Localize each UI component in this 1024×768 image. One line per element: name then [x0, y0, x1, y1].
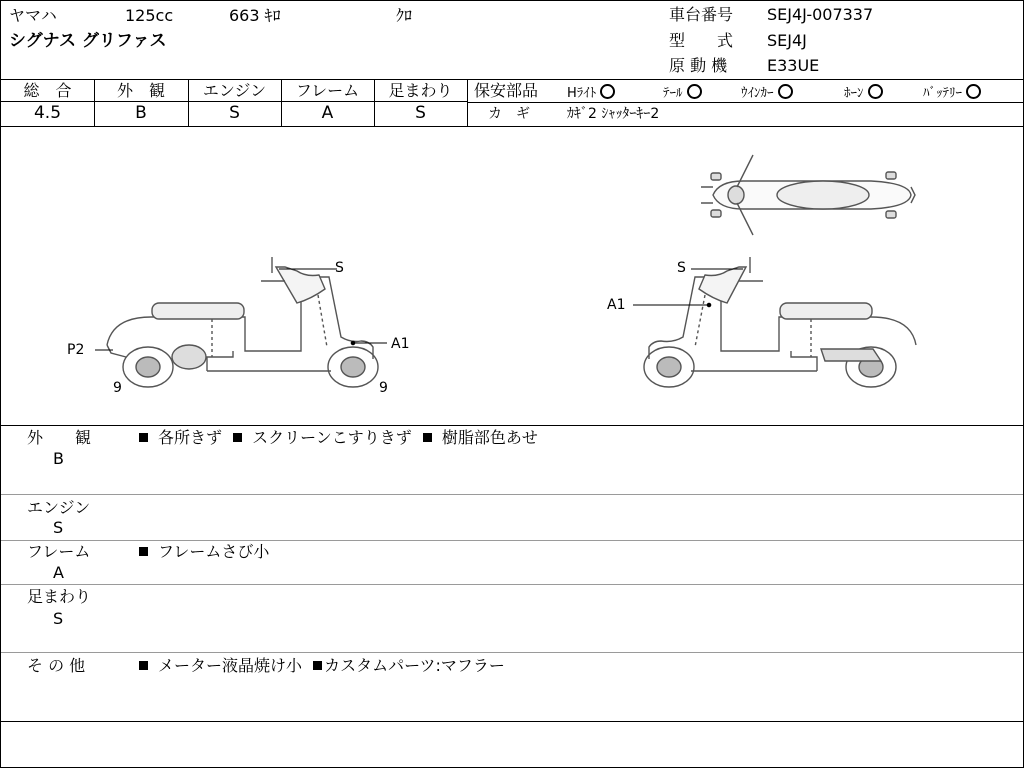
diagram-label: 9 — [379, 380, 388, 396]
scooter-diagram — [1, 127, 1023, 425]
safety-row-mid — [467, 102, 1023, 103]
ok-circle-icon — [687, 84, 702, 99]
model-name: シグナス グリファス — [9, 31, 167, 51]
grade-exterior: B — [135, 103, 147, 123]
note-text-other: メーター液晶焼け小 カスタムパーツ:マフラー — [139, 658, 505, 674]
model-label: 型 式 — [669, 31, 734, 50]
bullet-square-icon — [233, 433, 242, 442]
bullet-square-icon — [423, 433, 432, 442]
model-code: SEJ4J — [767, 31, 807, 50]
diagram-label: P2 — [67, 342, 85, 358]
bullet-square-icon — [313, 661, 322, 670]
diagram-label: S — [677, 260, 686, 276]
grade-frame: A — [321, 103, 334, 123]
scooter-right-side-view — [633, 257, 916, 387]
displacement: 125cc — [125, 6, 174, 25]
grade-row-top — [1, 79, 1023, 80]
color: ｸﾛ — [396, 6, 413, 25]
note-label-engine: エンジン — [27, 498, 91, 517]
grade-suspension: S — [415, 103, 426, 123]
safety-item: ｳｲﾝｶｰ — [741, 84, 793, 100]
scooter-top-view — [701, 155, 915, 235]
safety-item: ﾃｰﾙ — [663, 84, 702, 100]
seat — [152, 303, 244, 319]
key-label: カ ギ — [488, 106, 530, 122]
mileage: 663 ｷﾛ — [229, 6, 281, 25]
ok-circle-icon — [868, 84, 883, 99]
muffler — [172, 345, 206, 369]
scooter-left-side-view — [95, 257, 387, 387]
grade-engine-label: エンジン — [202, 81, 267, 100]
diagram-label: A1 — [391, 336, 410, 352]
grade-suspension-label: 足まわり — [388, 81, 453, 100]
note-label-other: そ の 他 — [27, 656, 86, 675]
note-text-frame: フレームさび小 — [139, 544, 269, 560]
ok-circle-icon — [966, 84, 981, 99]
note-grade-suspension: S — [53, 609, 64, 628]
grade-total: 4.5 — [33, 103, 62, 123]
grade-total-label: 総 合 — [23, 81, 72, 100]
maker: ヤマハ — [9, 6, 57, 25]
note-grade-exterior: B — [53, 449, 64, 468]
note-label-suspension: 足まわり — [27, 587, 92, 606]
safety-label: 保安部品 — [474, 81, 539, 100]
bullet-square-icon — [139, 661, 148, 670]
frame-no: SEJ4J-007337 — [767, 5, 874, 24]
frame-no-label: 車台番号 — [669, 5, 734, 24]
key-value: ｶｷﾞ2 ｼｬｯﾀｰｷｰ2 — [567, 106, 660, 122]
grade-engine: S — [229, 103, 240, 123]
grade-frame-label: フレーム — [295, 81, 360, 100]
safety-item: Hﾗｲﾄ — [567, 84, 615, 100]
grade-exterior-label: 外 観 — [116, 81, 165, 100]
grade-row-mid — [1, 101, 467, 102]
safety-item: ﾊﾞｯﾃﾘｰ — [923, 84, 981, 100]
engine-code: E33UE — [767, 56, 820, 75]
note-grade-engine: S — [53, 518, 64, 537]
note-label-exterior: 外 観 — [27, 428, 92, 447]
note-grade-frame: A — [53, 563, 64, 582]
diagram-label: 9 — [113, 380, 122, 396]
diagram-label: S — [335, 260, 344, 276]
bullet-square-icon — [139, 433, 148, 442]
bullet-square-icon — [139, 547, 148, 556]
note-text-exterior: 各所きず スクリーンこすりきず 樹脂部色あせ — [139, 430, 538, 446]
engine-label: 原 動 機 — [669, 56, 728, 75]
muffler — [821, 349, 881, 361]
ok-circle-icon — [778, 84, 793, 99]
seat — [780, 303, 872, 319]
safety-item: ﾎｰﾝ — [844, 84, 883, 100]
ok-circle-icon — [600, 84, 615, 99]
seat — [777, 181, 869, 209]
diagram-label: A1 — [607, 297, 626, 313]
note-label-frame: フレーム — [27, 542, 91, 561]
